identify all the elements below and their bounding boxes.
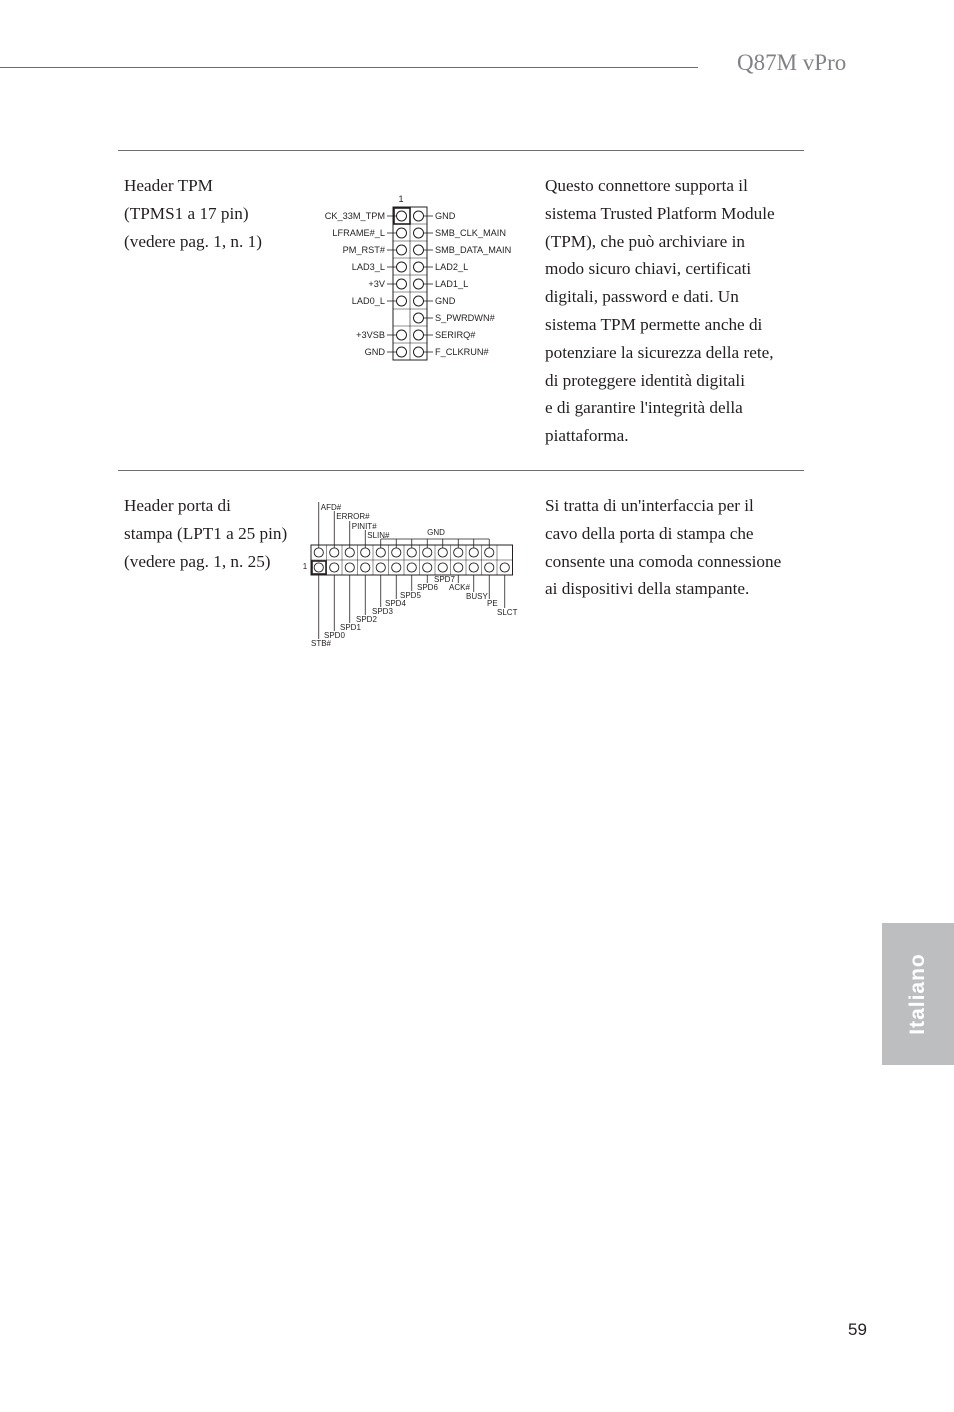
- pin-circle: [330, 563, 339, 572]
- pin-label: SPD0: [324, 631, 345, 640]
- tpm-header-description: Questo connettore supporta il sistema Trusted Platform Module (TPM), che può archiviare in modo sicuro chiavi, certificati digitali, password e dati. Un sistema TPM permette anche di potenziare la sicurezza della rete, di proteggere identità digitali e di garantire l'integrità della piattaforma.: [545, 176, 775, 446]
- pin-circle: [314, 548, 323, 557]
- pin-circle: [407, 563, 416, 572]
- pin-circle: [414, 245, 424, 255]
- pin-circle: [376, 563, 385, 572]
- pin-label: SPD5: [400, 591, 421, 600]
- language-label: Italiano: [906, 953, 929, 1035]
- pin-circle: [414, 228, 424, 238]
- pin-label: SERIRQ#: [435, 330, 476, 340]
- pin-label: LAD2_L: [435, 262, 469, 272]
- pin1-label: 1: [398, 194, 404, 204]
- pin-label: SLIN#: [367, 531, 390, 540]
- pin-circle: [414, 211, 424, 221]
- model-title: Q87M vPro: [737, 50, 847, 75]
- pin-circle: [414, 279, 424, 289]
- language-tab: [882, 923, 954, 1065]
- pin-circle: [423, 563, 432, 572]
- pin-circle: [397, 296, 407, 306]
- pin-label: STB#: [311, 639, 332, 648]
- pin-label: SPD7: [434, 575, 455, 584]
- page-number: 59: [848, 1320, 867, 1339]
- pin-circle: [454, 563, 463, 572]
- pin-label: GND: [435, 211, 456, 221]
- lpt-header-label: Header porta di stampa (LPT1 a 25 pin) (vedere pag. 1, n. 25): [124, 496, 288, 571]
- pin-circle: [414, 330, 424, 340]
- pin-label: SPD6: [417, 583, 438, 592]
- pin-circle: [397, 211, 407, 221]
- pin-label: LAD3_L: [351, 262, 385, 272]
- pin-label: SMB_CLK_MAIN: [435, 228, 506, 238]
- lpt-header-description: Si tratta di un'interfaccia per il cavo della porta di stampa che consente una comoda connessione ai dispositivi della stampante.: [545, 496, 782, 599]
- pin-circle: [397, 228, 407, 238]
- pin-circle: [414, 296, 424, 306]
- pin-circle: [469, 548, 478, 557]
- pin-label: ACK#: [449, 583, 470, 592]
- pin-label: LAD0_L: [351, 296, 385, 306]
- pin-circle: [376, 548, 385, 557]
- pin-label: AFD#: [320, 503, 342, 512]
- pin-label: PINIT#: [351, 522, 377, 531]
- tpm-header-label: Header TPM (TPMS1 a 17 pin) (vedere pag. 1, n. 1): [124, 176, 262, 251]
- pin-circle: [361, 548, 370, 557]
- pin-label: GND: [435, 296, 456, 306]
- pin-circle: [397, 245, 407, 255]
- pin-label: BUSY: [466, 592, 488, 601]
- pin1-label: 1: [302, 562, 308, 571]
- pin-circle: [485, 563, 494, 572]
- pin-label: SLCT: [497, 608, 518, 617]
- pin-label: PM_RST#: [342, 245, 385, 255]
- pin-circle: [407, 548, 416, 557]
- pin-label: CK_33M_TPM: [324, 211, 385, 221]
- pin-label: SMB_DATA_MAIN: [435, 245, 512, 255]
- pin-circle: [397, 262, 407, 272]
- pin-circle: [454, 548, 463, 557]
- pin-label: LAD1_L: [435, 279, 469, 289]
- lpt-pinout-diagram: [298, 498, 528, 653]
- pin-label: PE: [487, 599, 498, 608]
- pin-label: +3VSB: [356, 330, 385, 340]
- pin-circle: [392, 548, 401, 557]
- pin-label: F_CLKRUN#: [435, 347, 489, 357]
- pin-label: S_PWRDWN#: [435, 313, 495, 323]
- pin-circle: [500, 563, 509, 572]
- pin-circle: [392, 563, 401, 572]
- pin-label: +3V: [368, 279, 385, 289]
- pin-circle: [469, 563, 478, 572]
- pin-label: SPD2: [356, 615, 377, 624]
- pin-circle: [314, 563, 323, 572]
- tpm-pinout-diagram: [300, 188, 540, 366]
- pin-label: ERROR#: [336, 512, 370, 521]
- pin-label: GND: [364, 347, 385, 357]
- pin-circle: [397, 347, 407, 357]
- gnd-label: GND: [427, 528, 445, 537]
- pin-circle: [345, 548, 354, 557]
- pin-circle: [485, 548, 494, 557]
- pin-circle: [414, 313, 424, 323]
- pin-label: SPD1: [340, 623, 361, 632]
- pin-label: SPD3: [372, 607, 393, 616]
- pin-circle: [414, 347, 424, 357]
- header-rule: [0, 67, 698, 68]
- pin-circle: [361, 563, 370, 572]
- pin-circle: [438, 563, 447, 572]
- pin-circle: [397, 330, 407, 340]
- pin-circle: [438, 548, 447, 557]
- pin-circle: [414, 262, 424, 272]
- pin-circle: [345, 563, 354, 572]
- pin-label: SPD4: [385, 599, 406, 608]
- section-divider: [118, 470, 804, 471]
- pin-circle: [397, 279, 407, 289]
- pin-circle: [423, 548, 432, 557]
- pin-label: LFRAME#_L: [332, 228, 385, 238]
- pin-circle: [330, 548, 339, 557]
- section-divider: [118, 150, 804, 151]
